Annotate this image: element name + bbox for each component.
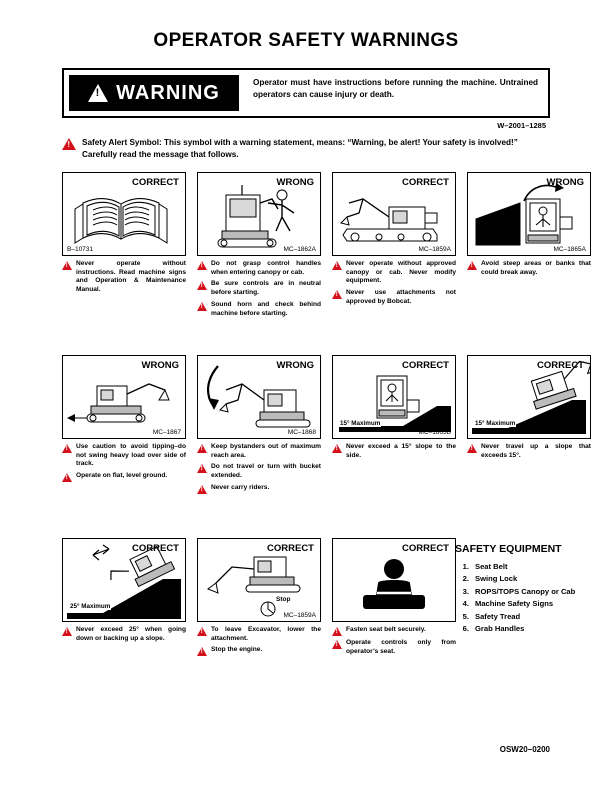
panel-8-bullets [62, 626, 186, 643]
panel-7-caption: CORRECT [537, 360, 584, 371]
panel-5-code: MC–1868 [287, 429, 316, 436]
panel-2-code: MC–1859A [418, 246, 451, 253]
safety-alert-triangle-icon [62, 138, 76, 150]
panel-6-bullets [332, 443, 456, 460]
bullet-text: Use caution to avoid tipping–do not swing heavy load over side of track. [76, 443, 186, 468]
alert-triangle-icon [62, 473, 72, 482]
list-item-number: 4. [462, 599, 469, 609]
panel-6 [332, 355, 456, 463]
list-item-label: Seat Belt [475, 562, 508, 571]
panel-10-caption: CORRECT [402, 543, 449, 554]
alert-triangle-icon [467, 444, 477, 453]
list-item [455, 586, 595, 597]
warning-label: WARNING [116, 81, 220, 104]
list-item [455, 561, 595, 572]
panel-3-bullets [467, 260, 591, 277]
alert-triangle-icon [197, 261, 207, 270]
panel-10-illustration [332, 538, 456, 622]
bullet-text: Do not grasp control handles when entering canopy or cab. [211, 260, 321, 276]
alert-triangle-icon [197, 647, 207, 656]
panel-0-bullets [62, 260, 186, 295]
bullet-text: Never carry riders. [211, 483, 270, 491]
panel-9-caption: CORRECT [267, 543, 314, 554]
warning-banner [62, 68, 550, 118]
bullet-item [197, 626, 321, 643]
bullet-item [62, 626, 186, 643]
panel-4-illustration [62, 355, 186, 439]
bullet-text: Avoid steep areas or banks that could break away. [481, 260, 591, 276]
alert-triangle-icon [62, 444, 72, 453]
panel-8-illustration [62, 538, 186, 622]
bullet-item [197, 463, 321, 480]
bullet-text: Do not travel or turn with bucket extended. [211, 463, 321, 480]
alert-triangle-icon [197, 485, 207, 494]
panel-9-bullets [197, 626, 321, 656]
bullet-item [197, 646, 321, 656]
bullet-text: Never exceed 25° when going down or backing up a slope. [76, 626, 186, 642]
panel-10 [332, 538, 456, 659]
footer-document-code: OSW20–0200 [499, 745, 550, 754]
list-item-label: Machine Safety Signs [475, 599, 554, 609]
bullet-item [332, 260, 456, 286]
panel-2-bullets [332, 260, 456, 307]
alert-triangle-icon [332, 640, 342, 649]
panel-3-code: MC–1865A [553, 246, 586, 253]
panel-4 [62, 355, 186, 485]
panel-7-bullets [467, 443, 591, 460]
bullet-text: Never exceed a 15° slope to the side. [346, 443, 456, 459]
panel-6-slope-label: 15° Maximum [340, 420, 381, 427]
bullet-item [197, 484, 321, 494]
panel-9-illustration [197, 538, 321, 622]
list-item [455, 573, 595, 584]
list-item-number: 3. [462, 586, 469, 596]
list-item [455, 611, 595, 622]
panel-1-illustration [197, 172, 321, 256]
panel-7-slope-label: 15° Maximum [475, 420, 516, 427]
bullet-item [197, 260, 321, 277]
panel-0-caption: CORRECT [132, 177, 179, 188]
safety-alert-text: Safety Alert Symbol: This symbol with a warning statement, means: “Warning, be alert! Your safety is involved!” Carefully read the message that follows. [82, 138, 518, 160]
list-item-label: Grab Handles [475, 623, 525, 633]
list-item-number: 5. [462, 611, 469, 621]
panel-6-caption: CORRECT [402, 360, 449, 371]
bullet-item [467, 260, 591, 277]
bullet-text: Be sure controls are in neutral before starting. [211, 280, 321, 297]
list-item-number: 1. [462, 562, 469, 571]
panel-0 [62, 172, 186, 298]
alert-triangle-icon [197, 281, 207, 290]
panel-8 [62, 538, 186, 646]
list-item-label: ROPS/TOPS Canopy or Cab [475, 586, 576, 596]
panel-1 [197, 172, 321, 321]
panel-7 [467, 355, 591, 463]
panel-5 [197, 355, 321, 497]
bullet-item [332, 289, 456, 306]
alert-triangle-icon [62, 261, 72, 270]
bullet-text: Stop the engine. [211, 646, 263, 654]
panel-0-code: B–10731 [67, 246, 94, 253]
panel-4-bullets [62, 443, 186, 482]
warning-label-block [69, 75, 239, 111]
alert-triangle-icon [332, 290, 342, 299]
alert-triangle-icon [197, 627, 207, 636]
alert-triangle-icon [62, 627, 72, 636]
alert-triangle-icon [332, 444, 342, 453]
bullet-text: Sound horn and check behind machine before starting. [211, 300, 321, 317]
panel-5-illustration [197, 355, 321, 439]
list-item [455, 623, 595, 634]
bullet-text: Never operate without instructions. Read machine signs and Operation & Maintenance Manual. [76, 260, 186, 294]
bullet-item [62, 260, 186, 295]
bullet-text: Never use attachments not approved by Bobcat. [346, 289, 456, 305]
panel-8-slope-label: 25° Maximum [70, 603, 111, 610]
bullet-item [197, 301, 321, 318]
panel-9 [197, 538, 321, 659]
bullet-item [332, 626, 456, 636]
alert-triangle-icon [467, 261, 477, 270]
list-item-label: Safety Tread [475, 611, 521, 621]
panel-0-illustration [62, 172, 186, 256]
list-item-number: 6. [462, 623, 469, 633]
warning-text: Operator must have instructions before running the machine. Untrained operators can cause injury or death. [253, 78, 538, 99]
safety-equipment-heading: SAFETY EQUIPMENT [455, 543, 562, 555]
panel-8-code: MC–1878B [148, 612, 181, 619]
panel-4-code: MC–1867 [152, 429, 181, 436]
alert-triangle-icon [197, 444, 207, 453]
bullet-item [467, 443, 591, 460]
bullet-text: Keep bystanders out of maximum reach area. [211, 443, 321, 459]
bullet-item [332, 639, 456, 656]
panel-3 [467, 172, 591, 280]
warning-banner-code: W–2001–1285 [497, 121, 546, 130]
bullet-item [62, 472, 186, 482]
bullet-item [62, 443, 186, 469]
bullet-text: To leave Excavator, lower the attachment. [211, 626, 321, 642]
alert-triangle-icon [332, 261, 342, 270]
safety-alert-row [62, 137, 550, 162]
alert-triangle-icon [197, 302, 207, 311]
panel-1-bullets [197, 260, 321, 318]
list-item-number: 2. [462, 574, 469, 584]
list-item [455, 598, 595, 609]
bullet-item [197, 443, 321, 460]
panel-1-caption: WRONG [276, 177, 314, 188]
panel-3-caption: WRONG [546, 177, 584, 188]
panel-2-caption: CORRECT [402, 177, 449, 188]
bullet-text: Never operate without approved canopy or cab. Never modify equipment. [346, 260, 456, 285]
alert-triangle-icon [332, 627, 342, 636]
panel-10-bullets [332, 626, 456, 656]
panel-1-code: MC–1862A [283, 246, 316, 253]
panel-7-illustration [467, 355, 591, 439]
panel-2-illustration [332, 172, 456, 256]
bullet-text: Operate controls only from operator’s seat. [346, 639, 456, 655]
panel-5-caption: WRONG [276, 360, 314, 371]
panel-7-code: MC–1878C [553, 429, 586, 436]
bullet-item [197, 280, 321, 297]
panel-8-caption: CORRECT [132, 543, 179, 554]
panel-6-code: MC–1865B [418, 429, 451, 436]
safety-equipment-list [455, 561, 595, 634]
list-item-label: Swing Lock [475, 574, 518, 584]
bullet-item [332, 443, 456, 460]
safety-equipment-block [455, 543, 595, 635]
alert-triangle-icon [197, 464, 207, 473]
panel-3-illustration [467, 172, 591, 256]
warning-triangle-icon [88, 84, 108, 102]
bullet-text: Operate on flat, level ground. [76, 472, 168, 480]
panel-5-bullets [197, 443, 321, 494]
panel-2 [332, 172, 456, 310]
page-title: OPERATOR SAFETY WARNINGS [153, 30, 459, 51]
panel-9-code: MC–1859A [283, 612, 316, 619]
svg-text:Stop: Stop [276, 596, 291, 603]
panel-6-illustration [332, 355, 456, 439]
bullet-text: Never travel up a slope that exceeds 15°. [481, 443, 591, 459]
panel-4-caption: WRONG [141, 360, 179, 371]
bullet-text: Fasten seat belt securely. [346, 626, 426, 633]
